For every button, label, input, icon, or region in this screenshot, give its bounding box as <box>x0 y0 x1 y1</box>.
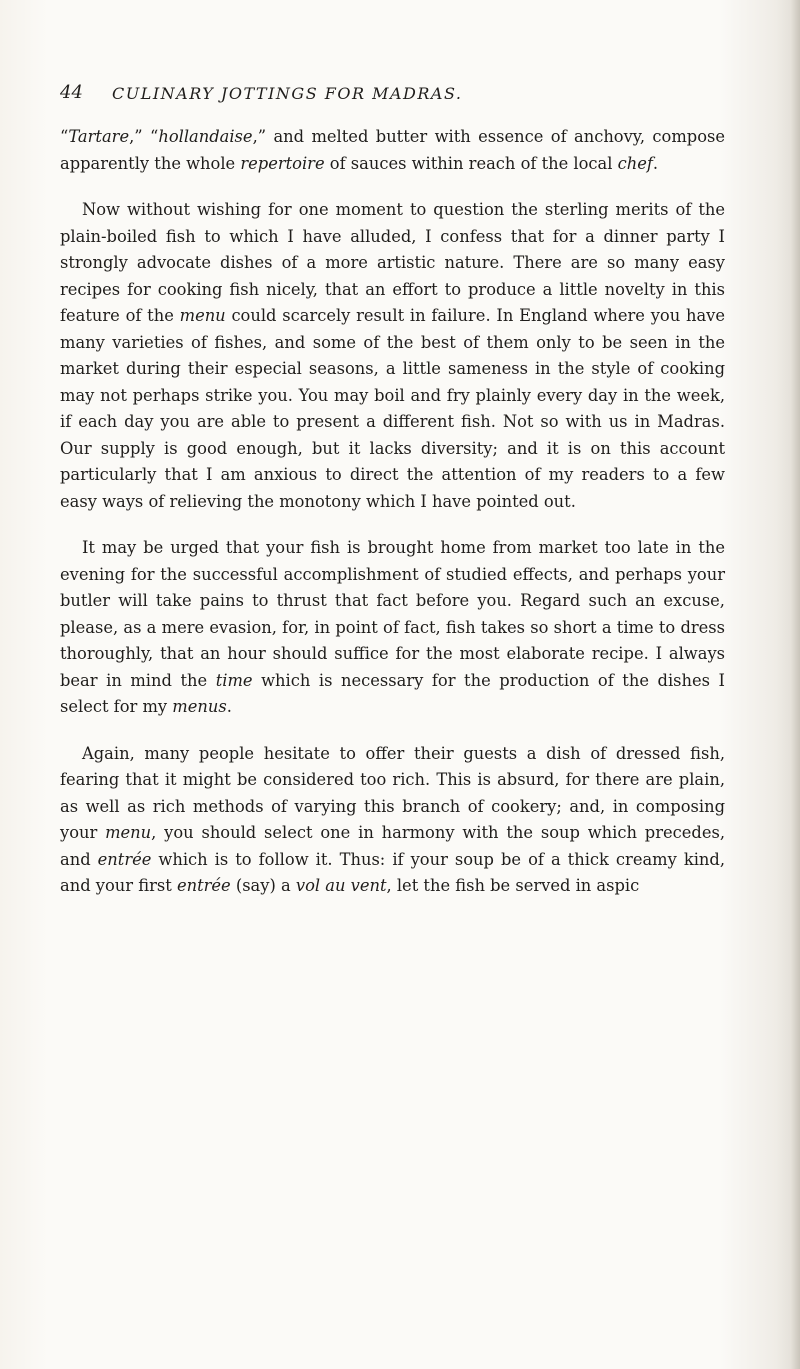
text-run: , let the fish be served in aspic <box>386 876 640 895</box>
italic-run: menu <box>105 823 152 842</box>
text-run: It may be urged that your fish is brought home from market too late in the evening for the successful accomplishment of studied effects, and perhaps your butler will take pains to thrust that fact before you. Regard such an excuse, please, as a mere evasion, for, in point of fact, fish takes so short a time to dress thoroughly, that an hour should suffice for the most elaborate recipe. I always bear in mind the <box>60 538 725 690</box>
italic-run: menu <box>179 306 226 325</box>
italic-run: menus <box>172 697 227 716</box>
paragraph-4 <box>60 741 725 900</box>
paragraph-2 <box>60 197 725 515</box>
italic-run: repertoire <box>240 153 325 173</box>
text-run: Now without wishing for one moment to question the sterling merits of the plain-boiled fish to which I have alluded, I confess that for a dinner party I strongly advocate dishes of a more artistic nature. There are so many easy recipes for cooking fish nicely, that an effort to produce a little novelty in this feature of the <box>60 200 725 325</box>
italic-run: entrée <box>176 876 231 895</box>
italic-run: time <box>215 670 253 690</box>
page-body <box>60 124 725 900</box>
text-run: . <box>652 153 659 173</box>
italic-run: hollandaise <box>158 127 253 146</box>
page-edge-shadow <box>790 0 800 1369</box>
text-run: could scarcely result in failure. In England where you have many varieties of fishes, and some of the best of them only to be seen in the market during their especial seasons, a little sameness in the style of cooking may not perhaps strike you. You may boil and fry plainly every day in the week, if each day you are able to present a different fish. Not so with us in Madras. Our supply is good enough, but it lacks diversity; and it is on this account particularly that I am anxious to direct the attention of my readers to a few easy ways of relieving the monotony which I have pointed out. <box>60 306 725 511</box>
page-header <box>60 82 720 122</box>
text-run: , you should select one in harmony with the soup which precedes, and <box>60 823 725 869</box>
text-run: ,” and melted butter with essence of anchovy, compose apparently the whole <box>60 127 725 173</box>
running-head: CULINARY JOTTINGS FOR MADRAS. <box>112 84 463 103</box>
text-run: which is necessary for the production of the dishes I select for my <box>60 670 725 716</box>
text-run: Again, many people hesitate to offer their guests a dish of dressed fish, fearing that it might be considered too rich. This is absurd, for there are plain, as well as rich methods of varying this branch of cookery; and, in composing your <box>60 743 725 842</box>
paragraph-3 <box>60 535 725 721</box>
text-run: “ <box>60 127 69 146</box>
page-number: 44 <box>60 82 83 103</box>
italic-run: Tartare <box>68 127 130 146</box>
text-run: ,” “ <box>129 127 159 146</box>
paragraph-1 <box>60 124 725 177</box>
text-run: which is to follow it. Thus: if your soup be of a thick creamy kind, and your first <box>60 849 726 895</box>
text-run: (say) a <box>230 876 296 895</box>
italic-run: entrée <box>97 849 152 869</box>
text-run: of sauces within reach of the local <box>324 153 618 173</box>
italic-run: vol au vent <box>295 876 387 895</box>
italic-run: chef <box>617 153 653 173</box>
text-run: . <box>226 697 232 716</box>
